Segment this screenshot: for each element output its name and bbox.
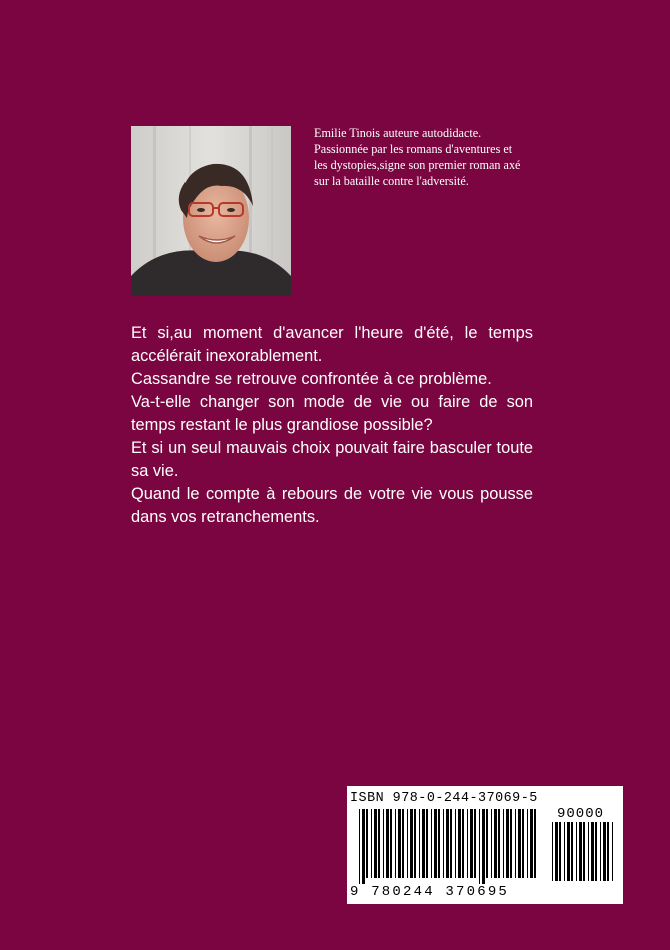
barcode-bar bbox=[371, 809, 372, 878]
barcode-bar bbox=[583, 822, 585, 881]
blurb-paragraph-4: Et si un seul mauvais choix pouvait faire basculer toute sa vie. bbox=[131, 439, 533, 480]
barcode-bar bbox=[378, 809, 380, 878]
barcode-bar bbox=[579, 822, 582, 881]
barcode-bar bbox=[571, 822, 573, 881]
barcode-bar bbox=[362, 809, 365, 884]
addon-barcode-bars bbox=[552, 822, 614, 887]
price-addon-label: 90000 bbox=[557, 806, 605, 822]
barcode-bar bbox=[479, 809, 480, 884]
barcode-bar bbox=[607, 822, 609, 881]
barcode-bar bbox=[510, 809, 512, 878]
barcode-bar bbox=[498, 809, 500, 878]
barcode-bar bbox=[491, 809, 492, 878]
barcode-bar bbox=[422, 809, 425, 878]
barcode-bar bbox=[419, 809, 420, 878]
barcode-bar bbox=[564, 822, 565, 881]
barcode-bar bbox=[458, 809, 461, 878]
barcode-bar bbox=[398, 809, 401, 878]
isbn-label: ISBN 978-0-244-37069-5 bbox=[350, 791, 538, 806]
barcode-bar bbox=[527, 809, 528, 878]
blurb-paragraph-3: Va-t-elle changer son mode de vie ou faire de son temps restant le plus grandiose possible? bbox=[131, 393, 533, 434]
barcode-bar bbox=[591, 822, 594, 881]
barcode-bar bbox=[374, 809, 377, 878]
barcode-bar bbox=[474, 809, 476, 878]
blurb-paragraph-2: Cassandre se retrouve confrontée à ce problème. bbox=[131, 370, 492, 388]
barcode-bar bbox=[402, 809, 404, 878]
barcode-bar bbox=[434, 809, 437, 878]
barcode-bar bbox=[470, 809, 473, 878]
barcode-bar bbox=[603, 822, 606, 881]
barcode-bar bbox=[555, 822, 558, 881]
barcode-bar bbox=[431, 809, 432, 878]
barcode-bar bbox=[494, 809, 497, 878]
barcode-bar bbox=[612, 822, 613, 881]
barcode-bar bbox=[462, 809, 464, 878]
barcode-bar bbox=[515, 809, 516, 878]
barcode-bar bbox=[450, 809, 452, 878]
barcode-bar bbox=[426, 809, 428, 878]
barcode-bar bbox=[455, 809, 456, 878]
barcode-bar bbox=[486, 809, 488, 878]
book-blurb bbox=[131, 322, 533, 529]
barcode-bar bbox=[390, 809, 392, 878]
barcode-bar bbox=[518, 809, 521, 878]
barcode-bar bbox=[383, 809, 384, 878]
blurb-paragraph-5: Quand le compte à rebours de votre vie vous pousse dans vos retranchements. bbox=[131, 485, 533, 526]
barcode-bar bbox=[446, 809, 449, 878]
barcode-bar bbox=[366, 809, 368, 878]
barcode-bar bbox=[530, 809, 533, 878]
barcode-bar bbox=[407, 809, 408, 878]
barcode-bar bbox=[359, 809, 360, 884]
barcode-bar bbox=[386, 809, 389, 878]
isbn-barcode bbox=[347, 786, 623, 904]
barcode-bar bbox=[414, 809, 416, 878]
barcode-bar bbox=[588, 822, 589, 881]
author-portrait-icon bbox=[131, 126, 291, 296]
barcode-bar bbox=[503, 809, 504, 878]
ean-barcode-bars bbox=[359, 809, 539, 884]
barcode-bar bbox=[567, 822, 570, 881]
barcode-bar bbox=[506, 809, 509, 878]
barcode-bar bbox=[595, 822, 597, 881]
author-bio: Emilie Tinois auteure autodidacte. Passionnée par les romans d'aventures et les dystopies,signe son premier roman axé sur la bataille contre l'adversité. bbox=[314, 126, 521, 188]
barcode-bar bbox=[600, 822, 601, 881]
barcode-bar bbox=[438, 809, 440, 878]
barcode-bar bbox=[576, 822, 577, 881]
barcode-bar bbox=[443, 809, 444, 878]
barcode-bar bbox=[552, 822, 553, 881]
barcode-bar bbox=[395, 809, 396, 878]
ean-digits: 9 780244 370695 bbox=[350, 884, 510, 900]
barcode-bar bbox=[534, 809, 536, 878]
author-photo bbox=[131, 126, 291, 296]
blurb-paragraph-1: Et si,au moment d'avancer l'heure d'été, le temps accélérait inexorablement. bbox=[131, 324, 533, 365]
barcode-bar bbox=[467, 809, 468, 878]
barcode-bar bbox=[410, 809, 413, 878]
barcode-bar bbox=[559, 822, 561, 881]
barcode-bar bbox=[482, 809, 485, 884]
barcode-bar bbox=[522, 809, 524, 878]
